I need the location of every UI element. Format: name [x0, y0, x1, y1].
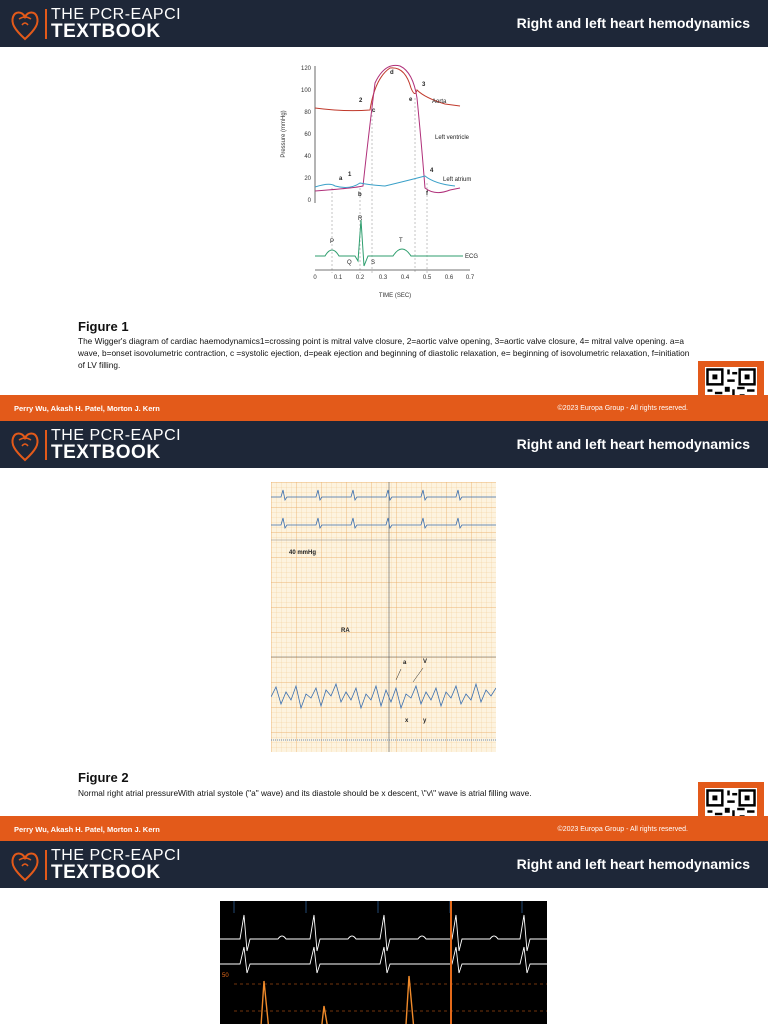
- wave-label: V: [423, 659, 428, 665]
- header-bar: [0, 841, 768, 888]
- logo-bottom-text: TEXTBOOK: [51, 862, 161, 883]
- y-tick: 40: [304, 154, 311, 160]
- copyright: ©2023 Europa Group - All rights reserved.: [557, 826, 688, 833]
- point-label: c: [372, 108, 376, 114]
- y-tick: 20: [304, 176, 311, 182]
- logo-top-text: THE PCR-EAPCI: [51, 847, 182, 864]
- header-bar: [0, 421, 768, 468]
- y-tick: 0: [307, 198, 311, 204]
- figure-1-caption: The Wigger's diagram of cardiac haemodynamics1=crossing point is mitral valve closure, 2=aortic valve opening, 3=aortic valve closure, 4= mitral valve opening. a=a wave, b=onset isovolumetric contraction, c =systolic ejection, d=peak ejection and beginning of diastolic relaxation, e= beginning of isovolumetric relaxation, f=initiation of LV filling.: [78, 336, 690, 370]
- point-label: a: [339, 176, 343, 182]
- heart-logo-icon: [10, 848, 40, 882]
- authors: Perry Wu, Akash H. Patel, Morton J. Kern: [14, 404, 160, 413]
- scale-label: 50: [222, 973, 229, 979]
- wave-label: y: [423, 718, 427, 724]
- x-tick: 0.1: [333, 275, 343, 281]
- ecg-label: ECG: [465, 254, 479, 260]
- point-label: e: [409, 97, 413, 103]
- ecg-point-label: S: [371, 260, 376, 266]
- lv-label: Left ventricle: [435, 135, 470, 141]
- la-label: Left atrium: [443, 177, 472, 183]
- point-label: b: [358, 192, 362, 198]
- x-tick: 0.7: [465, 275, 475, 281]
- logo-divider: [45, 850, 47, 880]
- figure-2-title: Figure 2: [78, 770, 129, 785]
- x-tick: 0.3: [378, 275, 388, 281]
- logo-divider: [45, 9, 47, 39]
- point-label: 2: [359, 98, 363, 104]
- chamber-label: RA: [341, 628, 350, 634]
- copyright: ©2023 Europa Group - All rights reserved.: [557, 405, 688, 412]
- footer-bar: [0, 395, 768, 421]
- aorta-label: Aorta: [432, 99, 447, 105]
- y-tick: 120: [300, 66, 311, 72]
- x-tick: 0: [313, 275, 317, 281]
- logo-top-text: THE PCR-EAPCI: [51, 6, 182, 23]
- authors: Perry Wu, Akash H. Patel, Morton J. Kern: [14, 825, 160, 834]
- logo-bottom-text: TEXTBOOK: [51, 442, 161, 463]
- pressure-monitor-tracing: [220, 901, 547, 1024]
- y-tick: 60: [304, 132, 311, 138]
- heart-logo-icon: [10, 7, 40, 41]
- logo: [10, 428, 181, 462]
- ecg-point-label: R: [358, 216, 363, 222]
- ecg-point-label: P: [330, 239, 335, 245]
- logo-text: [51, 7, 181, 41]
- logo-top-text: THE PCR-EAPCI: [51, 427, 182, 444]
- figure-2-caption: Normal right atrial pressureWith atrial systole ("a" wave) and its diastole should be x descent, \"v\" wave is atrial filling wave.: [78, 788, 532, 798]
- point-label: 4: [430, 168, 434, 174]
- slide-2: [0, 421, 768, 841]
- x-tick: 0.5: [422, 275, 432, 281]
- point-label: 1: [348, 172, 352, 178]
- wave-label: x: [405, 718, 409, 724]
- logo-text: [51, 848, 181, 882]
- x-tick: 0.6: [444, 275, 454, 281]
- point-label: d: [390, 70, 394, 76]
- ra-pressure-tracing: [271, 482, 496, 752]
- point-label: 3: [422, 82, 426, 88]
- header-bar: [0, 0, 768, 47]
- logo: [10, 848, 181, 882]
- x-tick: 0.4: [400, 275, 410, 281]
- scale-label: 40 mmHg: [289, 550, 317, 556]
- page-title: Right and left heart hemodynamics: [516, 856, 750, 872]
- page-title: Right and left heart hemodynamics: [516, 15, 750, 31]
- figure-1-title: Figure 1: [78, 319, 129, 334]
- point-label: f: [426, 191, 428, 197]
- wave-label: a: [403, 660, 407, 666]
- logo-divider: [45, 430, 47, 460]
- ecg-point-label: T: [399, 238, 403, 244]
- logo-bottom-text: TEXTBOOK: [51, 21, 161, 42]
- footer-bar: [0, 816, 768, 841]
- heart-logo-icon: [10, 428, 40, 462]
- ecg-point-label: Q: [347, 260, 352, 266]
- x-axis-label: TIME (SEC): [378, 293, 412, 299]
- page-title: Right and left heart hemodynamics: [516, 436, 750, 452]
- slide-3: [0, 841, 768, 1024]
- y-tick: 100: [300, 88, 311, 94]
- y-tick: 80: [304, 110, 311, 116]
- logo-text: [51, 428, 181, 462]
- x-tick: 0.2: [355, 275, 365, 281]
- logo: [10, 7, 181, 41]
- y-axis-label: Pressure (mmHg): [281, 110, 287, 158]
- slide-1: [0, 0, 768, 421]
- wiggers-diagram: [275, 58, 490, 303]
